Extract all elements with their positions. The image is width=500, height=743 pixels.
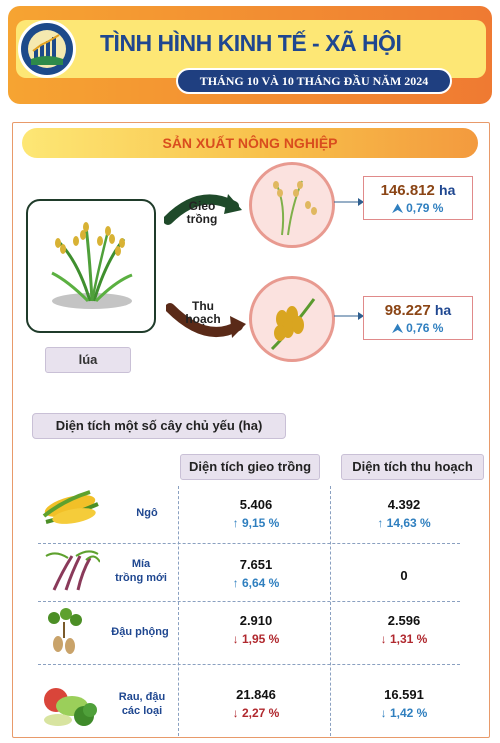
planting-label: [182, 200, 222, 226]
planting-unit: ha: [439, 182, 456, 198]
planting-value: 2.910: [239, 613, 273, 628]
statistics-logo-icon: [18, 20, 76, 78]
increase-arrow-icon: ⮝: [392, 321, 403, 335]
crop-name-line2: các loại: [121, 705, 163, 717]
rice-harvest-circle: [249, 276, 335, 362]
planting-change-value: 0,79 %: [406, 201, 444, 215]
connector-arrow-icon: [334, 196, 364, 208]
crop-name-corn: [118, 506, 176, 520]
column-divider: [178, 486, 179, 736]
harvest-change: ↑ 14,63 %: [377, 516, 431, 530]
crop-name-line1: Ngô: [136, 507, 158, 519]
crop-name-vegetables: [108, 690, 176, 718]
vegetables-harvest-cell: [334, 687, 474, 720]
harvest-label-line2: hoạch: [185, 312, 221, 326]
harvest-area-box: [363, 296, 473, 340]
harvest-value: 0: [400, 568, 408, 583]
column-header-harvest: Diện tích thu hoạch: [341, 454, 484, 480]
rice-plant-icon: [28, 201, 154, 331]
rice-grain-icon: [252, 165, 332, 245]
peanut-plant-icon: [42, 608, 88, 656]
row-divider: [38, 543, 460, 544]
planting-value: 146.812: [380, 182, 435, 199]
page-title: TÌNH HÌNH KINH TẾ - XÃ HỘI: [100, 30, 402, 56]
increase-arrow-icon: ⮝: [392, 201, 403, 215]
peanut-planting-cell: [186, 613, 326, 646]
crop-table-title: Diện tích một số cây chủ yếu (ha): [32, 413, 286, 439]
sugarcane-planting-cell: [186, 557, 326, 590]
harvest-value: 4.392: [387, 497, 421, 512]
sugarcane-harvest-cell: [334, 568, 474, 587]
crop-name-line1: Rau, đậu: [118, 691, 166, 703]
planting-label-line1: Gieo: [188, 199, 216, 213]
page-subtitle: THÁNG 10 VÀ 10 THÁNG ĐẦU NĂM 2024: [176, 68, 452, 94]
vegetables-planting-cell: [186, 687, 326, 720]
corn-harvest-cell: [334, 497, 474, 530]
corn-icon: [40, 486, 104, 530]
planting-value: 7.651: [239, 557, 273, 572]
crop-name-line1: Đậu phộng: [111, 626, 169, 638]
crop-name-sugarcane: [106, 557, 176, 585]
row-divider: [38, 664, 460, 665]
row-divider: [38, 601, 460, 602]
rice-ear-icon: [252, 279, 332, 359]
planting-change: ↑ 6,64 %: [232, 576, 280, 590]
harvest-change: ↓ 1,31 %: [380, 632, 428, 646]
harvest-unit: ha: [434, 302, 452, 318]
rice-seedling-circle: [249, 162, 335, 248]
sugarcane-icon: [44, 548, 100, 592]
harvest-value: 16.591: [384, 687, 424, 702]
planting-label-line2: trồng: [186, 212, 218, 226]
peanut-harvest-cell: [334, 613, 474, 646]
connector-arrow-icon: [334, 310, 364, 322]
planting-area-box: [363, 176, 473, 220]
harvest-area-value: [364, 302, 472, 319]
rice-plant-frame: [26, 199, 156, 333]
planting-value: 5.406: [239, 497, 273, 512]
harvest-change: [364, 321, 472, 336]
harvest-label: [180, 300, 226, 326]
crop-label-rice: lúa: [45, 347, 131, 373]
section-title: SẢN XUẤT NÔNG NGHIỆP: [22, 128, 478, 158]
planting-change: ↓ 1,95 %: [232, 632, 280, 646]
corn-planting-cell: [186, 497, 326, 530]
harvest-change: ↓ 1,42 %: [380, 706, 428, 720]
harvest-label-line1: Thu: [192, 299, 214, 313]
planting-value: 21.846: [236, 687, 276, 702]
planting-area-value: [364, 182, 472, 199]
harvest-value: 98.227: [384, 302, 431, 319]
column-header-planting: Diện tích gieo trồng: [180, 454, 320, 480]
column-divider: [330, 486, 331, 736]
crop-name-line2: trồng mới: [115, 572, 167, 584]
planting-change: ↓ 2,27 %: [232, 706, 280, 720]
planting-change: ↑ 9,15 %: [232, 516, 280, 530]
planting-change: [364, 201, 472, 216]
crop-name-peanut: [104, 625, 176, 639]
crop-name-line1: Mía: [131, 558, 151, 570]
harvest-change-value: 0,76 %: [406, 321, 444, 335]
vegetables-icon: [38, 678, 100, 730]
harvest-value: 2.596: [387, 613, 421, 628]
